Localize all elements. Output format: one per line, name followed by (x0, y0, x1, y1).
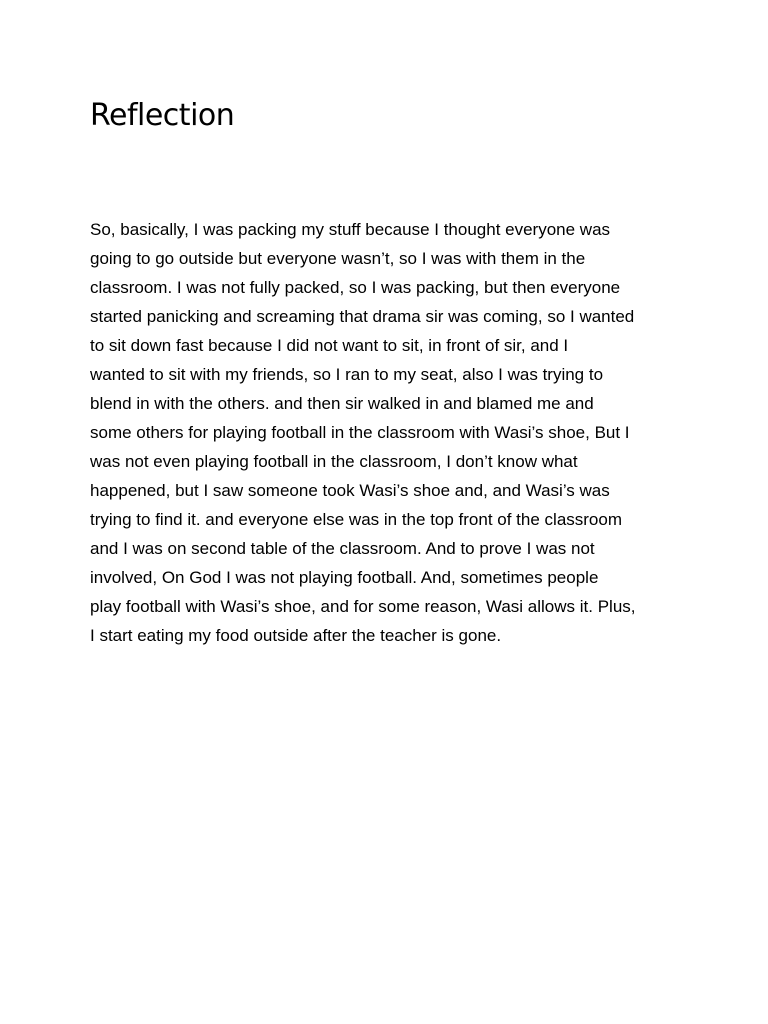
body-line: was not even playing football in the classroom, I don’t know what (90, 452, 578, 471)
page-title: Reflection (90, 98, 235, 133)
body-line: going to go outside but everyone wasn’t, so I was with them in the (90, 249, 586, 268)
body-line: some others for playing football in the classroom with Wasi’s shoe, But I (90, 423, 630, 442)
body-line: trying to find it. and everyone else was in the top front of the classroom (90, 510, 623, 529)
body-line: and I was on second table of the classroom. And to prove I was not (90, 539, 595, 558)
body-line: wanted to sit with my friends, so I ran to my seat, also I was trying to (90, 365, 604, 384)
body-line: blend in with the others. and then sir walked in and blamed me and (90, 394, 594, 413)
body-line: happened, but I saw someone took Wasi’s shoe and, and Wasi’s was (90, 481, 610, 500)
body-line: to sit down fast because I did not want to sit, in front of sir, and I (90, 336, 569, 355)
body-line: classroom. I was not fully packed, so I was packing, but then everyone (90, 278, 621, 297)
body-line: started panicking and screaming that drama sir was coming, so I wanted (90, 307, 635, 326)
body-paragraph (90, 215, 690, 650)
body-line: play football with Wasi’s shoe, and for some reason, Wasi allows it. Plus, (90, 597, 636, 616)
body-line: So, basically, I was packing my stuff because I thought everyone was (90, 220, 611, 239)
body-line: involved, On God I was not playing football. And, sometimes people (90, 568, 599, 587)
body-line: I start eating my food outside after the teacher is gone. (90, 626, 502, 645)
